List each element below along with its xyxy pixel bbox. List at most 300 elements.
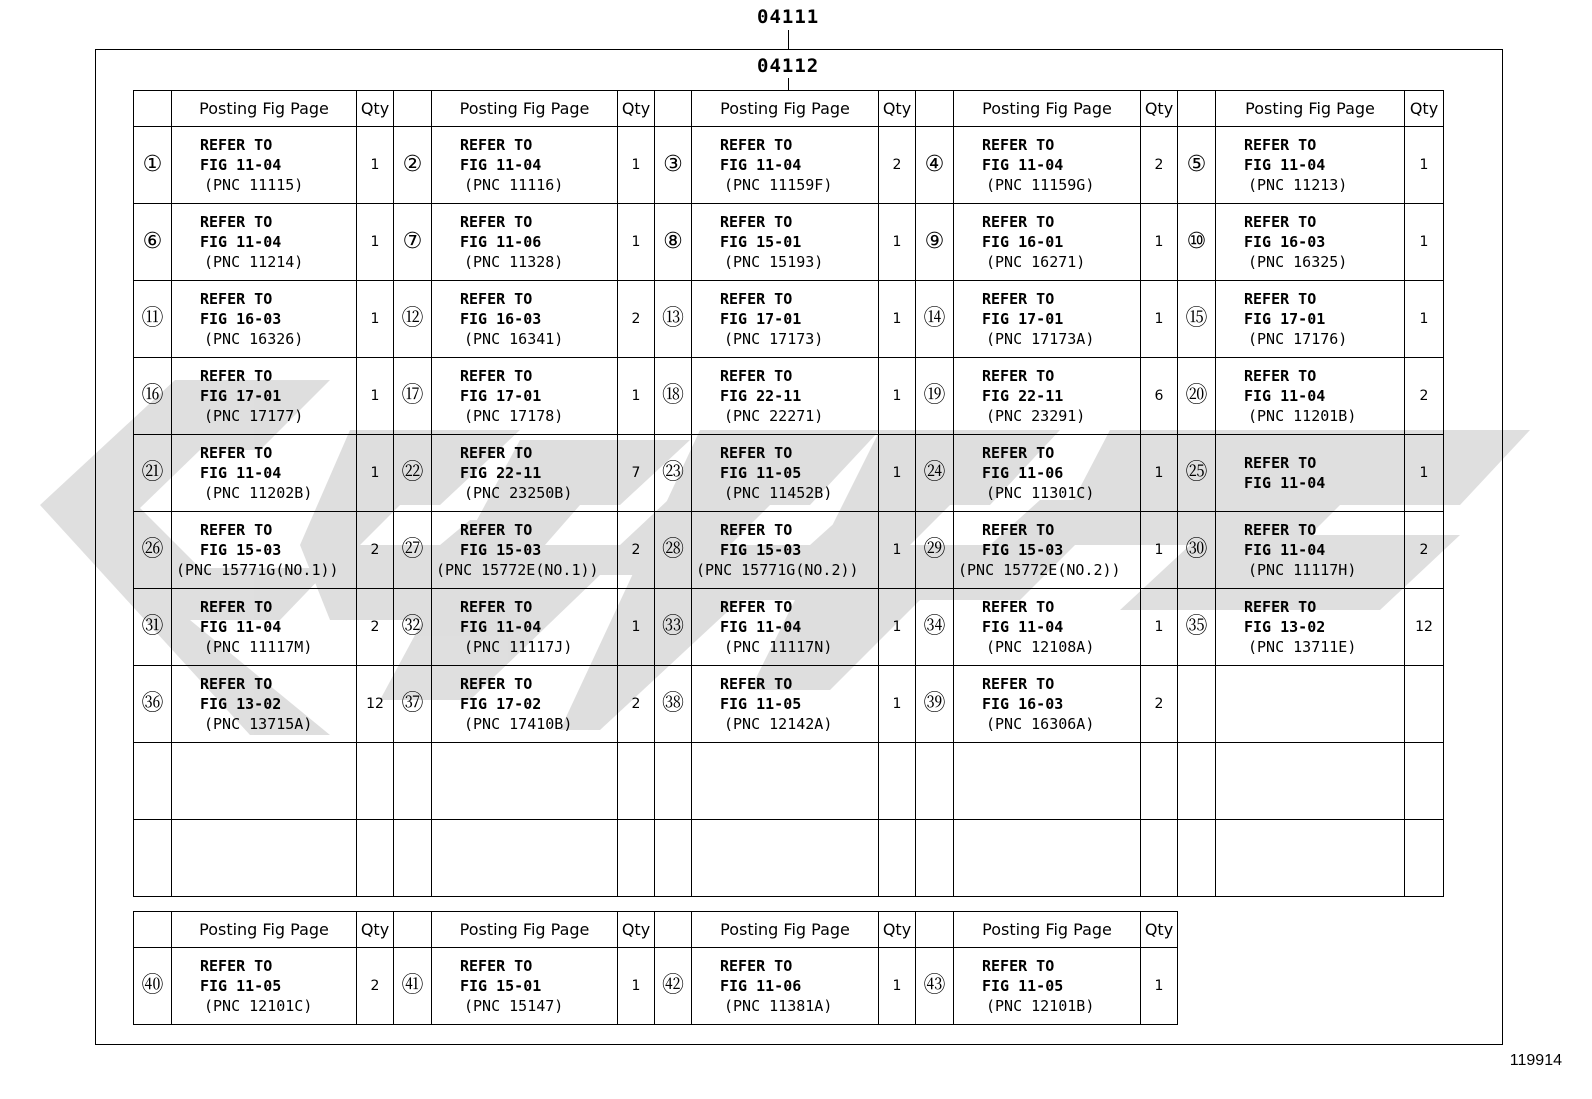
quantity [879, 820, 916, 897]
reference-cell [432, 512, 618, 589]
item-number: ㉜ [394, 589, 432, 666]
reference-cell [172, 435, 357, 512]
item-number: ㊳ [655, 666, 692, 743]
figure-reference: FIG 11-06 [720, 977, 802, 995]
figure-reference: FIG 11-04 [200, 618, 282, 636]
refer-to-text: REFER TO [1244, 454, 1317, 472]
pnc-reference: (PNC 11159F) [724, 176, 833, 194]
quantity: 2 [1141, 127, 1178, 204]
figure-reference: FIG 15-03 [720, 541, 802, 559]
quantity: 1 [1141, 589, 1178, 666]
figure-reference: FIG 11-06 [982, 464, 1064, 482]
refer-to-text: REFER TO [200, 598, 273, 616]
pnc-reference: (PNC 23291) [986, 407, 1086, 425]
quantity: 1 [1141, 512, 1178, 589]
refer-to-text: REFER TO [982, 957, 1055, 975]
quantity: 2 [1141, 666, 1178, 743]
quantity [1141, 743, 1178, 820]
item-number: ㉛ [134, 589, 172, 666]
quantity: 1 [879, 435, 916, 512]
reference-cell [172, 743, 357, 820]
refer-to-text: REFER TO [460, 444, 533, 462]
pnc-reference: (PNC 11116) [464, 176, 564, 194]
item-number: ㊴ [916, 666, 954, 743]
quantity: 2 [1405, 512, 1444, 589]
pnc-reference: (PNC 17173) [724, 330, 824, 348]
pnc-reference: (PNC 17178) [464, 407, 564, 425]
reference-cell [692, 512, 879, 589]
refer-to-text: REFER TO [1244, 367, 1317, 385]
reference-cell [172, 281, 357, 358]
refer-to-text: REFER TO [460, 290, 533, 308]
refer-to-text: REFER TO [200, 290, 273, 308]
quantity: 12 [357, 666, 394, 743]
reference-cell [1216, 127, 1405, 204]
figure-reference: FIG 15-03 [200, 541, 282, 559]
reference-cell [432, 435, 618, 512]
reference-cell [172, 512, 357, 589]
quantity: 1 [1141, 281, 1178, 358]
figure-reference: FIG 11-06 [460, 233, 542, 251]
reference-cell [954, 281, 1141, 358]
reference-cell [432, 281, 618, 358]
item-number: ㉕ [1178, 435, 1216, 512]
header-qty: Qty [1141, 91, 1178, 127]
reference-cell [954, 358, 1141, 435]
reference-cell [954, 589, 1141, 666]
quantity: 1 [1405, 281, 1444, 358]
reference-cell [172, 204, 357, 281]
quantity: 2 [618, 281, 655, 358]
table-row [134, 512, 1444, 589]
pnc-reference: (PNC 15771G(NO.2)) [696, 561, 859, 579]
quantity: 1 [1141, 204, 1178, 281]
figure-reference: FIG 11-04 [720, 156, 802, 174]
quantity: 2 [618, 666, 655, 743]
quantity: 1 [879, 948, 916, 1025]
pnc-reference: (PNC 12101B) [986, 997, 1095, 1015]
header-index-cell [134, 91, 172, 127]
quantity: 1 [879, 512, 916, 589]
figure-reference: FIG 22-11 [982, 387, 1064, 405]
refer-to-text: REFER TO [720, 957, 793, 975]
item-number: ① [134, 127, 172, 204]
quantity [879, 743, 916, 820]
reference-cell [1216, 666, 1405, 743]
table-row [134, 358, 1444, 435]
pnc-reference: (PNC 11301C) [986, 484, 1095, 502]
item-number: ⑳ [1178, 358, 1216, 435]
pnc-reference: (PNC 11115) [204, 176, 304, 194]
quantity: 1 [1141, 948, 1178, 1025]
figure-reference: FIG 16-03 [1244, 233, 1326, 251]
header-qty: Qty [1141, 912, 1178, 948]
quantity: 6 [1141, 358, 1178, 435]
refer-to-text: REFER TO [720, 598, 793, 616]
item-number [916, 820, 954, 897]
table-row [134, 204, 1444, 281]
item-number: ㊷ [655, 948, 692, 1025]
reference-cell [1216, 589, 1405, 666]
item-number: ⑥ [134, 204, 172, 281]
item-number: ⑮ [1178, 281, 1216, 358]
figure-reference: FIG 15-03 [982, 541, 1064, 559]
header-posting-fig-page: Posting Fig Page [954, 912, 1141, 948]
item-number: ⑫ [394, 281, 432, 358]
figure-reference: FIG 11-05 [982, 977, 1064, 995]
pnc-reference: (PNC 11213) [1248, 176, 1348, 194]
header-posting-fig-page: Posting Fig Page [692, 912, 879, 948]
refer-to-text: REFER TO [720, 521, 793, 539]
item-number [916, 743, 954, 820]
refer-to-text: REFER TO [1244, 136, 1317, 154]
item-number: ㊶ [394, 948, 432, 1025]
figure-reference: FIG 11-04 [1244, 387, 1326, 405]
figure-reference: FIG 13-02 [1244, 618, 1326, 636]
figure-reference: FIG 11-04 [460, 156, 542, 174]
item-number: ㉞ [916, 589, 954, 666]
reference-cell [172, 666, 357, 743]
pnc-reference: (PNC 11117N) [724, 638, 833, 656]
pnc-reference: (PNC 16271) [986, 253, 1086, 271]
reference-cell [432, 127, 618, 204]
reference-cell [954, 204, 1141, 281]
reference-cell [692, 435, 879, 512]
pnc-reference: (PNC 16306A) [986, 715, 1095, 733]
item-number: ㊸ [916, 948, 954, 1025]
item-number: ⑦ [394, 204, 432, 281]
reference-cell [172, 127, 357, 204]
quantity [357, 820, 394, 897]
item-number [655, 820, 692, 897]
reference-cell [954, 948, 1141, 1025]
item-number [394, 820, 432, 897]
quantity [618, 820, 655, 897]
quantity: 1 [618, 358, 655, 435]
refer-to-text: REFER TO [460, 136, 533, 154]
reference-table-main [133, 90, 1444, 897]
refer-to-text: REFER TO [982, 444, 1055, 462]
item-number: ⑪ [134, 281, 172, 358]
reference-cell [432, 589, 618, 666]
figure-reference: FIG 11-04 [1244, 474, 1326, 492]
figure-reference: FIG 16-03 [460, 310, 542, 328]
item-number: ⑩ [1178, 204, 1216, 281]
pnc-reference: (PNC 11381A) [724, 997, 833, 1015]
item-number: ㉝ [655, 589, 692, 666]
drawing-number: 119914 [1509, 1052, 1562, 1069]
item-number: ㊱ [134, 666, 172, 743]
table-row [134, 127, 1444, 204]
quantity: 7 [618, 435, 655, 512]
figure-reference: FIG 16-03 [200, 310, 282, 328]
table-row [134, 435, 1444, 512]
quantity [1405, 666, 1444, 743]
refer-to-text: REFER TO [200, 957, 273, 975]
pnc-reference: (PNC 17173A) [986, 330, 1095, 348]
quantity: 1 [879, 666, 916, 743]
quantity: 1 [1405, 204, 1444, 281]
quantity: 2 [1405, 358, 1444, 435]
figure-reference: FIG 11-04 [200, 233, 282, 251]
pnc-reference: (PNC 15771G(NO.1)) [176, 561, 339, 579]
pnc-reference: (PNC 12142A) [724, 715, 833, 733]
refer-to-text: REFER TO [982, 367, 1055, 385]
reference-cell [1216, 358, 1405, 435]
quantity: 1 [357, 204, 394, 281]
header-posting-fig-page: Posting Fig Page [172, 91, 357, 127]
item-number: ㉓ [655, 435, 692, 512]
reference-cell [432, 204, 618, 281]
table-row [134, 948, 1178, 1025]
item-number: ㉑ [134, 435, 172, 512]
figure-reference: FIG 11-04 [982, 618, 1064, 636]
item-number [655, 743, 692, 820]
pnc-reference: (PNC 17410B) [464, 715, 573, 733]
table-row [134, 666, 1444, 743]
pnc-reference: (PNC 15193) [724, 253, 824, 271]
figure-reference: FIG 17-02 [460, 695, 542, 713]
item-number: ㊲ [394, 666, 432, 743]
pnc-reference: (PNC 11328) [464, 253, 564, 271]
reference-cell [954, 435, 1141, 512]
refer-to-text: REFER TO [200, 521, 273, 539]
quantity: 1 [357, 358, 394, 435]
reference-cell [172, 820, 357, 897]
item-number [1178, 666, 1216, 743]
figure-reference: FIG 11-04 [982, 156, 1064, 174]
header-posting-fig-page: Posting Fig Page [432, 912, 618, 948]
pnc-reference: (PNC 16341) [464, 330, 564, 348]
quantity: 1 [618, 948, 655, 1025]
reference-cell [432, 820, 618, 897]
figure-reference: FIG 17-01 [1244, 310, 1326, 328]
quantity: 1 [618, 589, 655, 666]
outer-leader-line [788, 30, 789, 50]
refer-to-text: REFER TO [200, 367, 273, 385]
reference-cell [692, 127, 879, 204]
item-number [1178, 820, 1216, 897]
figure-reference: FIG 17-01 [200, 387, 282, 405]
refer-to-text: REFER TO [460, 213, 533, 231]
refer-to-text: REFER TO [720, 444, 793, 462]
refer-to-text: REFER TO [982, 290, 1055, 308]
quantity [1405, 820, 1444, 897]
item-number: ④ [916, 127, 954, 204]
quantity: 2 [357, 948, 394, 1025]
header-qty: Qty [618, 912, 655, 948]
refer-to-text: REFER TO [1244, 598, 1317, 616]
figure-reference: FIG 11-04 [200, 156, 282, 174]
quantity: 1 [1405, 127, 1444, 204]
outer-assembly-label: 04111 [757, 6, 820, 28]
refer-to-text: REFER TO [982, 136, 1055, 154]
item-number [394, 743, 432, 820]
reference-cell [692, 281, 879, 358]
header-row [134, 91, 1444, 127]
header-index-cell [394, 912, 432, 948]
reference-cell [172, 589, 357, 666]
quantity: 2 [357, 589, 394, 666]
inner-assembly-label: 04112 [757, 55, 820, 77]
item-number [1178, 743, 1216, 820]
reference-cell [172, 948, 357, 1025]
pnc-reference: (PNC 11117M) [204, 638, 313, 656]
pnc-reference: (PNC 16326) [204, 330, 304, 348]
reference-cell [692, 589, 879, 666]
figure-reference: FIG 22-11 [720, 387, 802, 405]
refer-to-text: REFER TO [982, 675, 1055, 693]
reference-cell [432, 358, 618, 435]
quantity: 2 [357, 512, 394, 589]
refer-to-text: REFER TO [982, 213, 1055, 231]
quantity: 12 [1405, 589, 1444, 666]
header-qty: Qty [879, 91, 916, 127]
refer-to-text: REFER TO [460, 367, 533, 385]
refer-to-text: REFER TO [982, 598, 1055, 616]
reference-cell [1216, 204, 1405, 281]
reference-cell [954, 820, 1141, 897]
quantity: 1 [1405, 435, 1444, 512]
item-number: ⑰ [394, 358, 432, 435]
refer-to-text: REFER TO [720, 367, 793, 385]
refer-to-text: REFER TO [1244, 521, 1317, 539]
header-qty: Qty [357, 912, 394, 948]
reference-cell [692, 358, 879, 435]
header-posting-fig-page: Posting Fig Page [1216, 91, 1405, 127]
figure-reference: FIG 11-04 [200, 464, 282, 482]
quantity [357, 743, 394, 820]
header-posting-fig-page: Posting Fig Page [692, 91, 879, 127]
item-number: ㊵ [134, 948, 172, 1025]
reference-cell [692, 948, 879, 1025]
header-index-cell [394, 91, 432, 127]
pnc-reference: (PNC 16325) [1248, 253, 1348, 271]
figure-reference: FIG 17-01 [982, 310, 1064, 328]
item-number: ⑱ [655, 358, 692, 435]
reference-cell [692, 820, 879, 897]
refer-to-text: REFER TO [720, 675, 793, 693]
pnc-reference: (PNC 15147) [464, 997, 564, 1015]
pnc-reference: (PNC 22271) [724, 407, 824, 425]
reference-cell [954, 512, 1141, 589]
reference-cell [1216, 512, 1405, 589]
item-number: ② [394, 127, 432, 204]
quantity: 2 [879, 127, 916, 204]
item-number: ㉘ [655, 512, 692, 589]
reference-cell [692, 666, 879, 743]
item-number: ㉖ [134, 512, 172, 589]
refer-to-text: REFER TO [1244, 290, 1317, 308]
reference-cell [172, 358, 357, 435]
table-row [134, 820, 1444, 897]
pnc-reference: (PNC 11202B) [204, 484, 313, 502]
quantity: 1 [879, 281, 916, 358]
quantity: 1 [618, 204, 655, 281]
figure-reference: FIG 15-01 [720, 233, 802, 251]
quantity: 2 [618, 512, 655, 589]
header-posting-fig-page: Posting Fig Page [172, 912, 357, 948]
quantity: 1 [357, 127, 394, 204]
quantity [618, 743, 655, 820]
header-index-cell [916, 912, 954, 948]
item-number: ⑬ [655, 281, 692, 358]
item-number: ㉒ [394, 435, 432, 512]
figure-reference: FIG 11-05 [720, 464, 802, 482]
figure-reference: FIG 11-04 [1244, 541, 1326, 559]
quantity: 1 [357, 435, 394, 512]
figure-reference: FIG 11-04 [1244, 156, 1326, 174]
item-number: ⑯ [134, 358, 172, 435]
refer-to-text: REFER TO [200, 213, 273, 231]
pnc-reference: (PNC 11214) [204, 253, 304, 271]
reference-cell [1216, 743, 1405, 820]
reference-table-bottom [133, 911, 1178, 1025]
table-row [134, 589, 1444, 666]
pnc-reference: (PNC 12101C) [204, 997, 313, 1015]
header-index-cell [134, 912, 172, 948]
header-row [134, 912, 1178, 948]
refer-to-text: REFER TO [200, 675, 273, 693]
header-qty: Qty [879, 912, 916, 948]
refer-to-text: REFER TO [460, 675, 533, 693]
pnc-reference: (PNC 17176) [1248, 330, 1348, 348]
reference-cell [954, 127, 1141, 204]
item-number: ⑤ [1178, 127, 1216, 204]
reference-cell [954, 743, 1141, 820]
refer-to-text: REFER TO [720, 213, 793, 231]
header-posting-fig-page: Posting Fig Page [954, 91, 1141, 127]
pnc-reference: (PNC 13715A) [204, 715, 313, 733]
refer-to-text: REFER TO [200, 136, 273, 154]
figure-reference: FIG 15-01 [460, 977, 542, 995]
reference-cell [432, 743, 618, 820]
refer-to-text: REFER TO [720, 136, 793, 154]
quantity: 1 [1141, 435, 1178, 512]
quantity [1405, 743, 1444, 820]
quantity [1141, 820, 1178, 897]
header-posting-fig-page: Posting Fig Page [432, 91, 618, 127]
pnc-reference: (PNC 11117H) [1248, 561, 1357, 579]
quantity: 1 [879, 358, 916, 435]
quantity: 1 [618, 127, 655, 204]
refer-to-text: REFER TO [982, 521, 1055, 539]
item-number: ㉙ [916, 512, 954, 589]
header-qty: Qty [1405, 91, 1444, 127]
pnc-reference: (PNC 17177) [204, 407, 304, 425]
item-number [134, 820, 172, 897]
figure-reference: FIG 17-01 [460, 387, 542, 405]
refer-to-text: REFER TO [460, 598, 533, 616]
refer-to-text: REFER TO [200, 444, 273, 462]
pnc-reference: (PNC 11452B) [724, 484, 833, 502]
item-number: ⑲ [916, 358, 954, 435]
reference-cell [1216, 435, 1405, 512]
item-number: ㉚ [1178, 512, 1216, 589]
pnc-reference: (PNC 11159G) [986, 176, 1095, 194]
reference-cell [1216, 281, 1405, 358]
header-qty: Qty [618, 91, 655, 127]
pnc-reference: (PNC 15772E(NO.1)) [436, 561, 599, 579]
header-index-cell [1178, 91, 1216, 127]
pnc-reference: (PNC 11201B) [1248, 407, 1357, 425]
table-row [134, 281, 1444, 358]
reference-cell [954, 666, 1141, 743]
quantity: 1 [879, 589, 916, 666]
figure-reference: FIG 22-11 [460, 464, 542, 482]
figure-reference: FIG 16-01 [982, 233, 1064, 251]
figure-reference: FIG 11-05 [200, 977, 282, 995]
